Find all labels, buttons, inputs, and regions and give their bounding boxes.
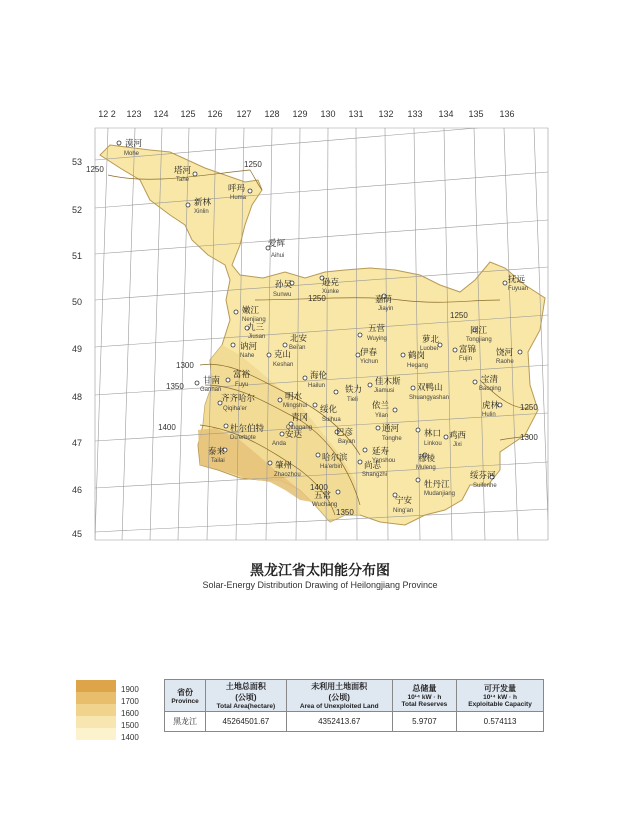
city-marker	[470, 470, 497, 489]
city-pinyin: Muleng	[416, 465, 436, 471]
city-pinyin: Jiusan	[248, 334, 266, 340]
cell-reserves: 5.9707	[392, 712, 456, 732]
isoline-value: 1250	[244, 160, 262, 169]
legend-label: 1600	[121, 709, 139, 718]
city-name: 鸡西	[449, 430, 467, 440]
city-pinyin: Tongjiang	[466, 337, 492, 343]
city-pinyin: Mohe	[124, 151, 140, 157]
city-pinyin: Keshan	[273, 362, 294, 368]
lon-label: 132	[378, 109, 394, 119]
city-name: 哈尔滨	[322, 452, 348, 462]
legend-swatch	[76, 716, 116, 728]
city-pinyin: Suifenhe	[473, 483, 497, 489]
lon-label: 123	[126, 109, 142, 119]
city-name: 安达	[285, 429, 303, 439]
cell-province: 黑龙江	[165, 712, 206, 732]
isoline-value: 1250	[308, 294, 326, 303]
header-unexploited: 未利用土地面积 (公顷) Area of Unexploited Land	[286, 680, 392, 712]
city-name: 明水	[285, 391, 303, 401]
city-name: 抚远	[508, 274, 526, 284]
city-pinyin: Ning'an	[393, 508, 414, 514]
city-name: 新林	[194, 197, 212, 207]
isoline-value: 1350	[166, 382, 184, 391]
map-title: 黑龙江省太阳能分布图	[250, 562, 390, 578]
lat-label: 46	[72, 485, 83, 495]
legend-color-bar	[76, 680, 116, 740]
city-name: 富裕	[233, 369, 251, 379]
city-pinyin: Baoqing	[479, 386, 502, 392]
table-row	[165, 712, 544, 732]
city-name: 讷河	[240, 341, 258, 351]
city-pinyin: Jixi	[453, 442, 462, 448]
city-name: 延寿	[372, 446, 390, 456]
city-name: 尚志	[364, 460, 382, 470]
city-marker	[245, 322, 265, 340]
city-name: 宝清	[481, 374, 499, 384]
city-pinyin: Huma	[230, 195, 247, 201]
city-pinyin: Nenjiang	[242, 317, 266, 323]
city-name: 鹤岗	[408, 350, 426, 360]
city-name: 漠河	[125, 138, 143, 148]
isoline-value: 1250	[520, 403, 538, 412]
cell-unexploited: 4352413.67	[286, 712, 392, 732]
lon-label: 131	[348, 109, 364, 119]
city-pinyin: Tonghe	[382, 436, 402, 442]
lat-label: 51	[72, 251, 83, 261]
city-name: 杜尔伯特	[230, 423, 265, 433]
city-pinyin: Nahe	[240, 353, 255, 359]
lat-label: 45	[72, 529, 83, 539]
lon-label: 134	[438, 109, 454, 119]
city-pinyin: Tahe	[176, 177, 190, 183]
isoline-value: 1300	[520, 433, 538, 442]
city-name: 虎林	[482, 400, 500, 410]
city-name: 北安	[290, 333, 308, 343]
city-pinyin: Hegang	[407, 363, 429, 369]
city-name: 伊春	[360, 347, 378, 357]
map-subtitle: Solar-Energy Distribution Drawing of Heilongjiang Province	[202, 580, 438, 590]
city-name: 双鸭山	[417, 382, 443, 392]
city-pinyin: Sunwu	[273, 292, 292, 298]
lat-label: 50	[72, 297, 83, 307]
city-name: 孙吴	[275, 279, 293, 289]
lat-label: 53	[72, 157, 83, 167]
city-name: 富锦	[459, 344, 477, 354]
city-pinyin: Xunke	[322, 289, 340, 295]
city-name: 同江	[470, 325, 488, 335]
city-pinyin: Raohe	[496, 359, 514, 365]
city-name: 牡丹江	[424, 479, 450, 489]
city-name: 五营	[368, 323, 386, 333]
lon-label: 136	[499, 109, 515, 119]
cell-total-area: 45264501.67	[206, 712, 287, 732]
city-name: 佳木斯	[375, 376, 401, 386]
city-name: 饶河	[496, 347, 514, 357]
city-name: 齐齐哈尔	[221, 393, 256, 403]
legend-swatch	[76, 704, 116, 716]
lon-label: 130	[320, 109, 336, 119]
city-name: 绥化	[320, 404, 338, 414]
lon-label: 125	[180, 109, 196, 119]
isoline-value: 1400	[310, 483, 328, 492]
city-name: 逊克	[322, 277, 340, 287]
city-name: 林口	[424, 428, 442, 438]
city-pinyin: Suihua	[322, 417, 341, 423]
longitude-labels	[98, 109, 514, 119]
city-pinyin: Fuyuan	[508, 286, 529, 292]
city-name: 甘南	[203, 375, 221, 385]
latitude-labels	[72, 157, 82, 539]
isoline-value: 1250	[86, 165, 104, 174]
header-reserves: 总储量 10¹⁴ kW · h Total Reserves	[392, 680, 456, 712]
lat-label: 47	[72, 438, 83, 448]
lon-label: 126	[207, 109, 223, 119]
city-pinyin: Hulin	[482, 412, 496, 418]
lon-label: 127	[236, 109, 252, 119]
isoline-value: 1400	[158, 423, 176, 432]
header-province: 省份 Province	[165, 680, 206, 712]
city-pinyin: Zhaozhou	[274, 472, 301, 478]
legend-label: 1500	[121, 721, 139, 730]
city-name: 青冈	[291, 412, 309, 422]
lat-label: 52	[72, 205, 83, 215]
cell-capacity: 0.574113	[457, 712, 544, 732]
city-name: 海伦	[310, 370, 328, 380]
city-name: 肇州	[275, 460, 293, 470]
stats-table	[164, 679, 544, 732]
city-pinyin: Qiqiha'er	[223, 406, 247, 412]
city-pinyin: Anda	[272, 441, 287, 447]
legend-swatch	[76, 728, 116, 740]
isoline-value: 1250	[450, 311, 468, 320]
city-name: 塔河	[174, 165, 192, 175]
city-name: 依兰	[372, 400, 390, 410]
city-pinyin: Aihui	[271, 253, 285, 259]
lon-label: 135	[468, 109, 484, 119]
city-marker	[416, 453, 436, 471]
city-pinyin: Ha'erbin	[320, 464, 343, 470]
lon-label: 124	[153, 109, 169, 119]
city-name: 呼玛	[228, 183, 246, 193]
city-name: 铁力	[345, 384, 363, 394]
city-name: 泰来	[208, 446, 226, 456]
city-name: 通河	[382, 423, 400, 433]
legend-label: 1700	[121, 697, 139, 706]
city-pinyin: Tieli	[347, 397, 358, 403]
lon-label: 133	[407, 109, 423, 119]
city-marker	[208, 446, 227, 464]
lon-label: 12 2	[98, 109, 116, 119]
table-header-row	[165, 680, 544, 712]
city-pinyin: Tailai	[211, 458, 225, 464]
legend-swatch	[76, 692, 116, 704]
city-pinyin: Yichun	[360, 359, 379, 365]
city-pinyin: Mingshui	[283, 403, 308, 409]
lat-label: 48	[72, 392, 83, 402]
city-pinyin: Bayan	[338, 439, 356, 445]
city-name: 巴彦	[336, 427, 354, 437]
city-name: 宁安	[395, 495, 413, 505]
city-pinyin: Shangzhi	[362, 472, 388, 478]
city-pinyin: Bei'an	[289, 345, 306, 351]
city-marker	[375, 294, 393, 312]
city-pinyin: Yilan	[375, 413, 389, 419]
city-name: 九三	[247, 322, 265, 332]
lat-label: 49	[72, 344, 83, 354]
header-capacity: 可开发量 10¹⁴ kW · h Exploitable Capacity	[457, 680, 544, 712]
city-pinyin: Shuangyashan	[409, 395, 450, 401]
city-pinyin: Wuchang	[312, 502, 338, 508]
city-marker	[273, 279, 294, 298]
city-pinyin: Hailun	[308, 383, 326, 389]
city-pinyin: Linkou	[424, 441, 442, 447]
city-pinyin: Fujin	[459, 356, 473, 362]
city-marker	[320, 276, 340, 295]
city-name: 五常	[314, 490, 332, 500]
legend-label: 1900	[121, 685, 139, 694]
city-name: 嘉荫	[375, 294, 393, 304]
city-pinyin: Jiayin	[378, 306, 394, 312]
city-name: 萝北	[422, 334, 440, 344]
city-name: 克山	[274, 349, 292, 359]
city-pinyin: Mudanjiang	[424, 491, 456, 497]
city-marker	[393, 493, 413, 514]
city-pinyin: Fuyu	[235, 382, 249, 388]
city-marker	[356, 347, 378, 365]
city-name: 爱辉	[268, 238, 286, 248]
city-pinyin: Gannan	[200, 387, 222, 393]
city-pinyin: Wuying	[367, 336, 387, 342]
isoline-value: 1350	[336, 508, 354, 517]
lon-label: 128	[264, 109, 280, 119]
legend-swatch	[76, 680, 116, 692]
isoline-value: 1300	[176, 361, 194, 370]
city-marker	[266, 238, 286, 259]
city-pinyin: Jiamusi	[374, 388, 395, 394]
city-pinyin: Xinlin	[194, 209, 209, 215]
city-pinyin: Yanshou	[372, 458, 396, 464]
city-pinyin: Du'erbote	[230, 435, 256, 441]
city-pinyin: Qinggang	[286, 425, 313, 431]
header-total-area: 土地总面积 (公顷) Total Area(hectare)	[206, 680, 287, 712]
city-marker	[335, 427, 355, 445]
city-marker	[195, 375, 221, 393]
lon-label: 129	[292, 109, 308, 119]
city-name: 穆棱	[418, 453, 436, 463]
city-pinyin: Luobei	[420, 346, 439, 352]
city-name: 嫩江	[242, 305, 260, 315]
legend-label: 1400	[121, 733, 139, 742]
city-name: 绥芬河	[470, 470, 496, 480]
